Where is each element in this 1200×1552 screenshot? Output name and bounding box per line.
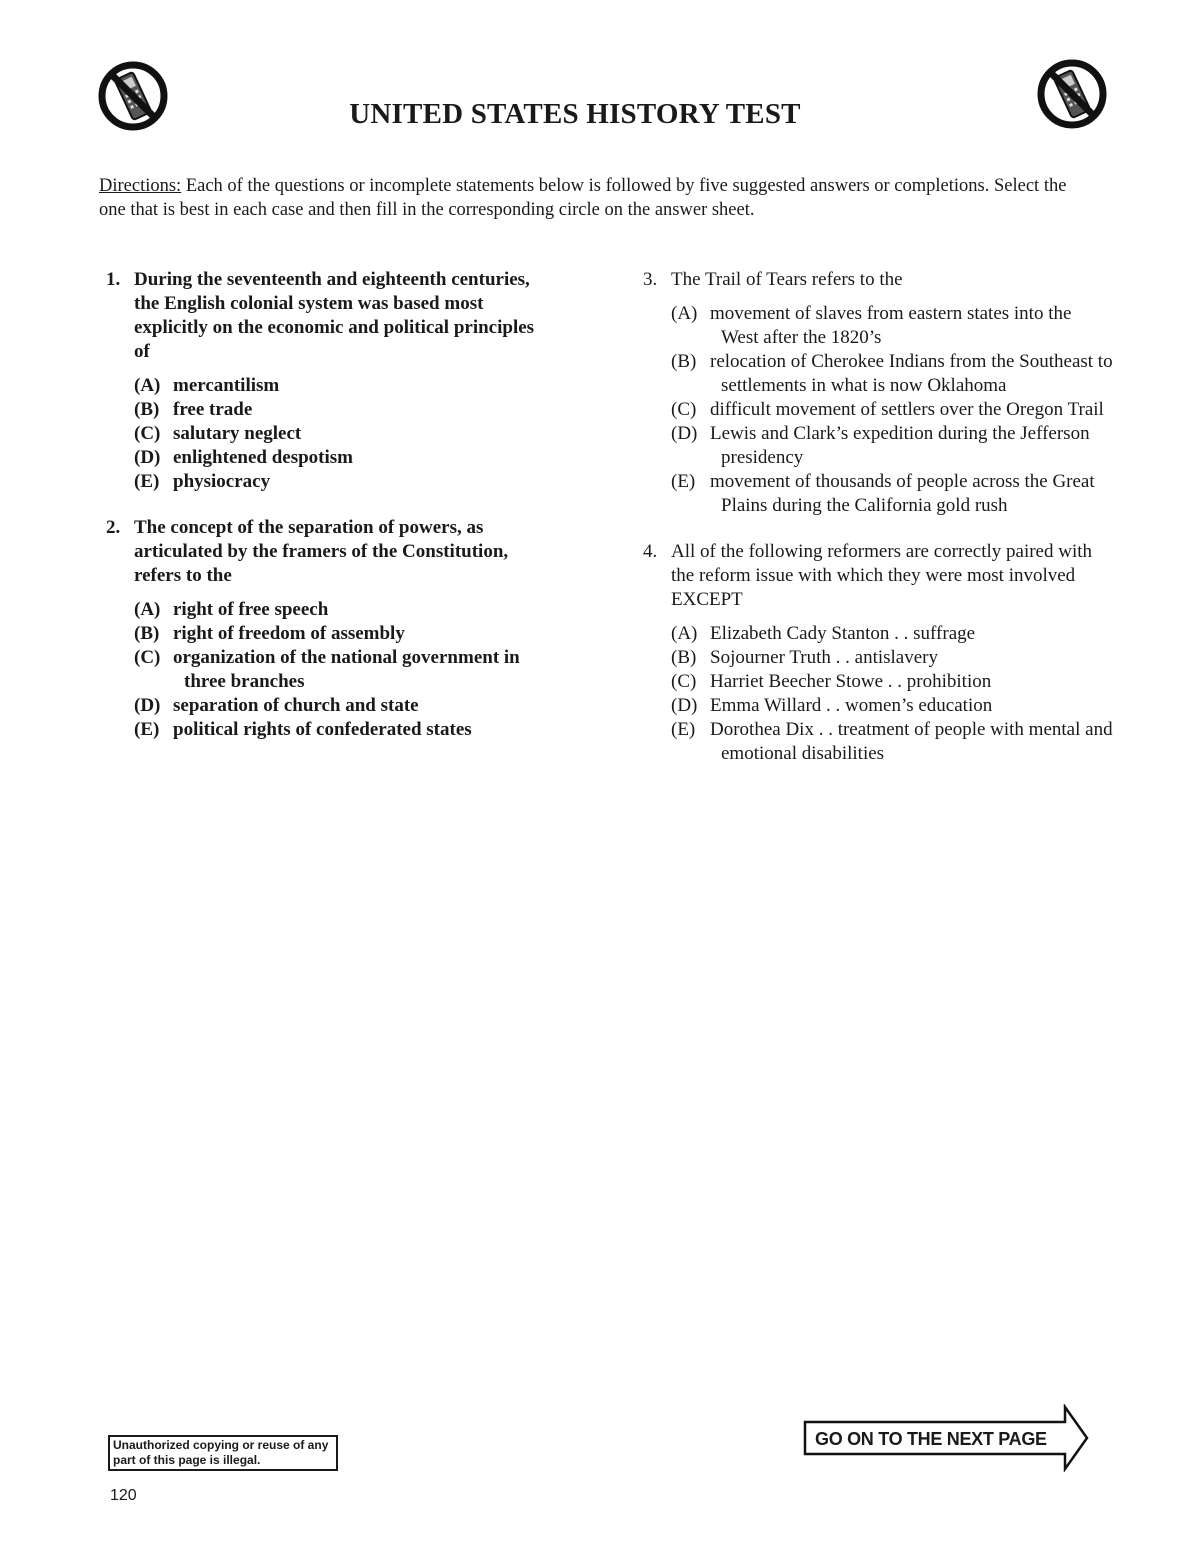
question-number: 3. <box>643 269 658 290</box>
option-label: (C) <box>134 647 161 668</box>
question-text: All of the following reformers are correctly paired with the reform issue with which they were most involved EXCEPT <box>671 541 1093 610</box>
option-label: (E) <box>134 719 160 740</box>
answer-option <box>671 398 1113 422</box>
question-number: 4. <box>643 541 658 562</box>
option-text: movement of thousands of people across the Great Plains during the California gold rush <box>710 471 1095 516</box>
answer-option <box>134 646 536 694</box>
question-2 <box>106 516 536 742</box>
answer-option <box>671 470 1113 518</box>
question-text: The concept of the separation of powers, as articulated by the framers of the Constitution, refers to the <box>134 517 509 586</box>
option-label: (A) <box>671 303 698 324</box>
option-text: separation of church and state <box>173 695 419 716</box>
option-label: (B) <box>134 399 160 420</box>
answer-option <box>134 718 536 742</box>
question-text: The Trail of Tears refers to the <box>671 269 903 290</box>
answer-option <box>671 694 1113 718</box>
answer-option <box>671 622 1113 646</box>
question-3 <box>643 268 1113 518</box>
answer-option <box>134 374 536 398</box>
answer-option <box>671 718 1113 766</box>
option-text: free trade <box>173 399 253 420</box>
option-text: relocation of Cherokee Indians from the Southeast to settlements in what is now Oklahoma <box>710 351 1113 396</box>
option-text: salutary neglect <box>173 423 302 444</box>
answer-option <box>134 622 536 646</box>
answer-option <box>134 422 536 446</box>
directions-label: Directions: <box>99 176 182 196</box>
option-label: (E) <box>671 719 696 740</box>
answer-option <box>134 598 536 622</box>
option-label: (D) <box>671 423 698 444</box>
option-label: (D) <box>671 695 698 716</box>
option-label: (B) <box>671 351 697 372</box>
answer-option <box>134 446 536 470</box>
option-text: organization of the national government in three branches <box>173 647 520 692</box>
answer-option <box>134 398 536 422</box>
option-text: right of free speech <box>173 599 329 620</box>
next-page-indicator <box>803 1404 1093 1472</box>
question-1 <box>106 268 536 494</box>
option-label: (B) <box>134 623 160 644</box>
option-text: Emma Willard . . women’s education <box>710 695 993 716</box>
option-text: Lewis and Clark’s expedition during the Jefferson presidency <box>710 423 1090 468</box>
option-text: Sojourner Truth . . antislavery <box>710 647 938 668</box>
question-column-left <box>106 268 536 764</box>
option-text: mercantilism <box>173 375 280 396</box>
question-4 <box>643 540 1113 766</box>
option-label: (B) <box>671 647 697 668</box>
option-text: physiocracy <box>173 471 271 492</box>
answer-option <box>671 646 1113 670</box>
no-cell-phone-icon <box>1036 58 1108 130</box>
option-text: Harriet Beecher Stowe . . prohibition <box>710 671 992 692</box>
page-number: 120 <box>110 1487 137 1504</box>
option-text: Dorothea Dix . . treatment of people with mental and emotional disabilities <box>710 719 1113 764</box>
answer-option <box>134 694 536 718</box>
page-title: UNITED STATES HISTORY TEST <box>349 98 801 130</box>
question-number: 1. <box>106 269 121 290</box>
question-number: 2. <box>106 517 121 538</box>
answer-option <box>671 302 1113 350</box>
option-text: enlightened despotism <box>173 447 353 468</box>
option-text: political rights of confederated states <box>173 719 472 740</box>
question-column-right <box>643 268 1113 788</box>
option-label: (A) <box>134 375 161 396</box>
option-text: movement of slaves from eastern states into the West after the 1820’s <box>710 303 1072 348</box>
next-page-label: GO ON TO THE NEXT PAGE <box>815 1429 1047 1449</box>
option-label: (E) <box>134 471 160 492</box>
option-label: (C) <box>134 423 161 444</box>
option-label: (C) <box>671 671 697 692</box>
directions-text: Each of the questions or incomplete statements below is followed by five suggested answers or completions. Select the one that is best in each case and then fill in the corresponding circle on the answer sheet. <box>99 176 1067 220</box>
option-label: (E) <box>671 471 696 492</box>
option-label: (C) <box>671 399 697 420</box>
option-label: (A) <box>134 599 161 620</box>
directions <box>99 174 1069 222</box>
question-text: During the seventeenth and eighteenth centuries, the English colonial system was based most explicitly on the economic and political principles of <box>134 269 535 362</box>
answer-option <box>671 350 1113 398</box>
option-label: (D) <box>134 695 161 716</box>
option-label: (D) <box>134 447 161 468</box>
option-text: Elizabeth Cady Stanton . . suffrage <box>710 623 976 644</box>
option-label: (A) <box>671 623 698 644</box>
copyright-notice: Unauthorized copying or reuse of any part of this page is illegal. <box>108 1435 338 1471</box>
answer-option <box>134 470 536 494</box>
option-text: right of freedom of assembly <box>173 623 405 644</box>
option-text: difficult movement of settlers over the Oregon Trail <box>710 399 1104 420</box>
answer-option <box>671 422 1113 470</box>
answer-option <box>671 670 1113 694</box>
